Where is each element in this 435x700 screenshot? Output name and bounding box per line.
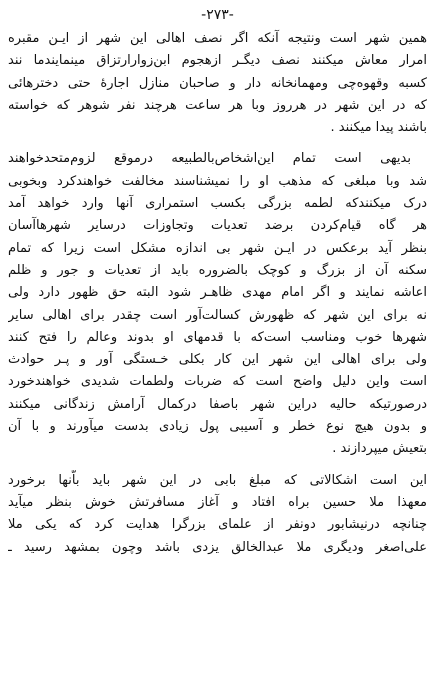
- text-line: که در این شهر در هرروز وبا هر ساعت هرچند نفر شوهر که خواسته: [8, 97, 427, 113]
- text-line: معهذا ملا حسین براه افتاد و آغاز مسافرتش خوش بنظر میآید: [8, 494, 427, 510]
- text-line: ولی برای اهالی این شهر این کار بکلی خـستگی آور و پـر حوادث: [8, 352, 427, 368]
- text-line: چنانچه درنیشابور دونفر از علمای بزرگرا هدایت کرد که یکی ملا: [8, 517, 427, 533]
- text-line: نه برای این شهر که ظهورش کسالت‌آور است چقدر برای اهالی سایر: [8, 307, 427, 323]
- text-line: است واین دلیل واضح است که ضربات ولطمات شدیدی خواهندخورد: [8, 374, 427, 390]
- text-line: درک میکنندکه لطمه بزرگی بکسب استمراری آنها وارد خواهد آمد: [8, 196, 427, 212]
- paragraph-gap: [8, 139, 427, 148]
- text-line: اعاشه نمایند و اگر امام مهدی ظاهـر شود البته حق ظهور دارد ولی: [8, 285, 427, 301]
- text-line: باشند پیدا میکنند .: [330, 120, 427, 136]
- text-line: بدیهی است تمام این‌اشخاص‌بالطبیعه درموقع لزوم‌متحدخواهند: [8, 151, 411, 167]
- page-number: -۲۷۳-: [201, 7, 234, 23]
- text-line: امرار معاش میکنند نصف دیگـر ازهجوم ابن‌زوارارتزاق مینمایندما نند: [8, 53, 427, 69]
- text-line: بنظر آید برعکس در ایـن شهر بی اندازه مشکل است زیرا که تمام: [8, 240, 427, 256]
- text-line: سکنه آن از بزرگ و کوچک بالضروره باید از تعدیات و جور و ظلم: [8, 262, 427, 278]
- text-line: شد وبا مبلغی که مذهب او را نمیشناسند مخالفت خواهندکرد وبخوبی: [8, 173, 427, 189]
- text-line: درصورتیکه حالیه دراین شهر باصفا درکمال آرامش زندگانی میکنند: [8, 396, 427, 412]
- paragraph-gap: [8, 461, 427, 470]
- text-line: کسبه وقهوه‌چی ومهمانخانه دار و صاحبان منازل اجارهٔ حتی دخترهائی: [8, 75, 427, 91]
- text-line: و بدون هیچ نوع خطر و آسیبی پول زیادی بدست میآورند و با آن: [8, 419, 427, 435]
- paragraph-2: [8, 148, 427, 460]
- paragraph-3: [8, 470, 427, 559]
- text-line: شهرها خوب ومناسب است‌که با قدمهای او بدوند وعالم را فتح کنند: [8, 329, 427, 345]
- text-line: همین شهر است ونتیجه آنکه اگر نصف اهالی این شهر از ایـن مقبره: [8, 31, 427, 46]
- text-line: هر گاه قیام‌کردن برضد تعدیات وتجاوزات درسایر شهرها‌آسان: [8, 218, 427, 234]
- paragraph-1: [8, 28, 427, 139]
- text-line: این است اشکالاتی که مبلغ بابی در این شهر باید باّنها برخورد: [8, 472, 427, 488]
- text-line: بتعیش میپردازند .: [332, 441, 427, 457]
- text-line: علی‌اصغر ودیگری ملا عبدالخالق یزدی باشد وچون بمشهد رسید ـ: [8, 539, 427, 555]
